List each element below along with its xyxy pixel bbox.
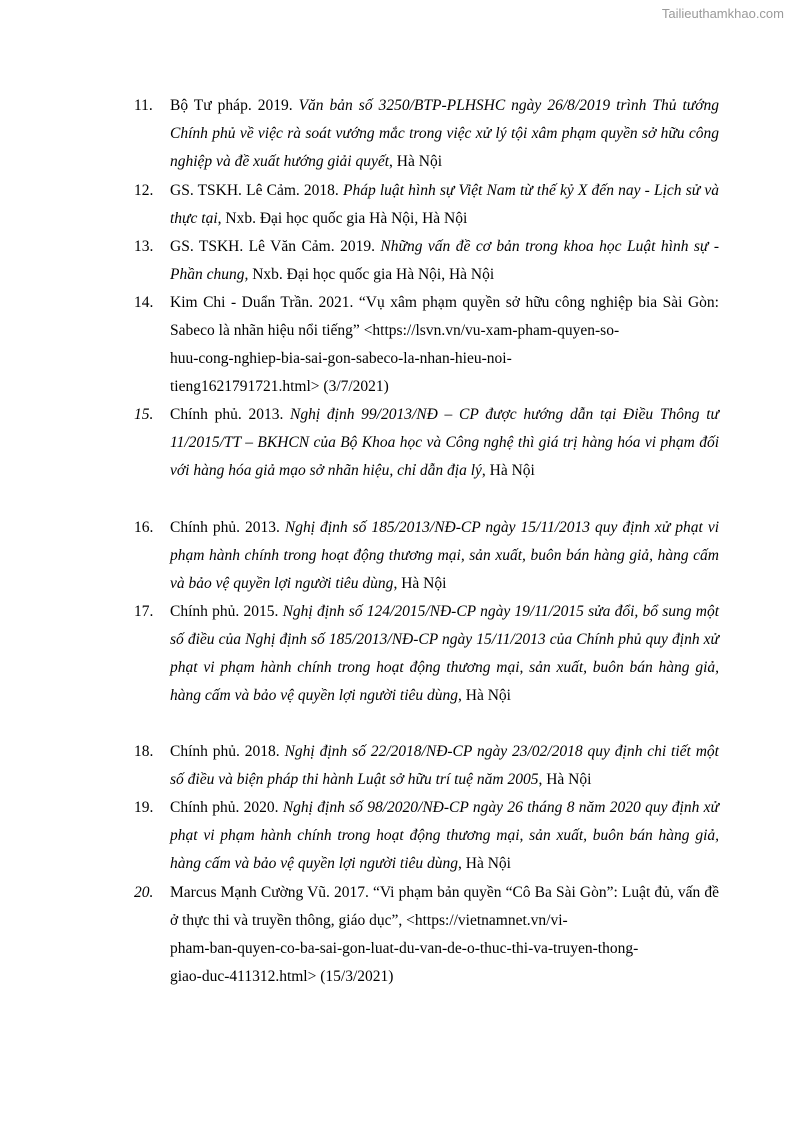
reference-number: 11. bbox=[134, 97, 153, 114]
reference-author: Chính phủ. 2013. bbox=[170, 406, 291, 423]
reference-tail: Nxb. Đại học quốc gia Hà Nội, Hà Nội bbox=[248, 266, 495, 284]
reference-author: Kim Chi - Duẩn Trần. 2021. “Vụ xâm phạm quyền sở hữu công nghiệp bia Sài Gòn: Sabeco là nhãn hiệu nổi tiếng” <https://lsvn.vn/vu-xam-pham-quyen-so- bbox=[170, 294, 719, 340]
reference-author: Chính phủ. 2015. bbox=[170, 603, 283, 620]
reference-text bbox=[170, 92, 719, 176]
reference-author: Chính phủ. 2020. bbox=[170, 799, 283, 816]
reference-tail: , Hà Nội bbox=[458, 687, 511, 705]
reference-text bbox=[170, 401, 719, 485]
reference-number: 20. bbox=[134, 884, 154, 901]
reference-number: 19. bbox=[134, 799, 154, 816]
reference-tail: , Nxb. Đại học quốc gia Hà Nội, Hà Nội bbox=[217, 210, 468, 228]
reference-title: Nghị định số 124/2015/NĐ-CP ngày 19/11/2015 sửa đổi, bổ sung một số điều của Nghị định số 185/2013/NĐ-CP ngày 15/11/2013 của Chính phủ quy định xử phạt vi phạm hành chính trong hoạt động thương mại, sản xuất, buôn bán hàng giả, hàng cấm và bảo vệ quyền lợi người tiêu dùng bbox=[170, 603, 719, 705]
reference-number: 16. bbox=[134, 519, 154, 536]
reference-tail: , Hà Nội bbox=[389, 153, 442, 171]
reference-title: Nghị định số 98/2020/NĐ-CP ngày 26 tháng 8 năm 2020 quy định xử phạt vi phạm hành chính trong hoạt động thương mại, sản xuất, buôn bán hàng giả, hàng cấm và bảo vệ quyền lợi người tiêu dùng bbox=[170, 799, 719, 873]
reference-title: Nghị định 99/2013/NĐ – CP được hướng dẫn tại Điều Thông tư 11/2015/TT – BKHCN của Bộ Khoa học và Công nghệ thì giá trị hàng hóa vi phạm đối với hàng hóa giả mạo sở nhãn hiệu, chỉ dẫn địa lý bbox=[170, 406, 719, 480]
reference-number: 14. bbox=[134, 294, 154, 311]
reference-number: 13. bbox=[134, 238, 154, 255]
reference-tail: , Hà Nội bbox=[393, 575, 447, 593]
reference-author: Chính phủ. 2018. bbox=[170, 743, 285, 760]
reference-number: 15. bbox=[134, 406, 154, 423]
reference-title: Văn bản số 3250/BTP-PLHSHC ngày 26/8/2019 trình Thủ tướng Chính phủ về việc rà soát vướng mắc trong việc xử lý tội xâm phạm quyền sở hữu công nghiệp và đề xuất hướng giải quyết bbox=[170, 97, 719, 171]
reference-url-line: huu-cong-nghiep-bia-sai-gon-sabeco-la-nhan-hieu-noi- bbox=[170, 350, 512, 368]
reference-text bbox=[170, 738, 719, 794]
reference-text bbox=[170, 177, 719, 233]
reference-text bbox=[170, 233, 719, 289]
reference-author: Bộ Tư pháp. 2019. bbox=[170, 97, 299, 114]
reference-number: 18. bbox=[134, 743, 154, 760]
reference-tail: , Hà Nội bbox=[458, 855, 511, 873]
reference-tail: , Hà Nội bbox=[538, 771, 592, 789]
watermark: Tailieuthamkhao.com bbox=[661, 6, 784, 21]
reference-title: Những vấn đề cơ bản trong khoa học Luật hình sự - Phần chung, bbox=[170, 238, 719, 284]
reference-title: Pháp luật hình sự Việt Nam từ thế kỷ X đến nay - Lịch sử và thực tại bbox=[170, 182, 719, 228]
reference-tail: , Hà Nội bbox=[481, 462, 535, 480]
reference-url-line: giao-duc-411312.html> (15/3/2021) bbox=[170, 968, 394, 986]
reference-title: Nghị định số 22/2018/NĐ-CP ngày 23/02/2018 quy định chi tiết một số điều và biện pháp thi hành Luật sở hữu trí tuệ năm 2005 bbox=[170, 743, 719, 789]
reference-text bbox=[170, 598, 719, 710]
reference-author: Marcus Mạnh Cường Vũ. 2017. “Vi phạm bản quyền “Cô Ba Sài Gòn”: Luật đủ, vấn đề ở thực thi và truyền thông, giáo dục”, <https://vietnamnet.vn/vi- bbox=[170, 884, 719, 930]
reference-text bbox=[170, 794, 719, 878]
reference-url-line: pham-ban-quyen-co-ba-sai-gon-luat-du-van-de-o-thuc-thi-va-truyen-thong- bbox=[170, 940, 639, 958]
reference-number: 17. bbox=[134, 603, 154, 620]
reference-author: GS. TSKH. Lê Cảm. 2018. bbox=[170, 182, 343, 199]
reference-title: Nghị định số 185/2013/NĐ-CP ngày 15/11/2013 quy định xử phạt vi phạm hành chính trong hoạt động thương mại, sản xuất, buôn bán hàng giả, hàng cấm và bảo vệ quyền lợi người tiêu dùng bbox=[170, 519, 720, 593]
reference-number: 12. bbox=[134, 182, 154, 199]
reference-text bbox=[170, 879, 719, 991]
reference-text bbox=[170, 514, 719, 598]
reference-url-line: tieng1621791721.html> (3/7/2021) bbox=[170, 378, 389, 396]
reference-author: GS. TSKH. Lê Văn Cảm. 2019. bbox=[170, 238, 381, 255]
reference-author: Chính phủ. 2013. bbox=[170, 519, 285, 536]
reference-text bbox=[170, 289, 719, 401]
